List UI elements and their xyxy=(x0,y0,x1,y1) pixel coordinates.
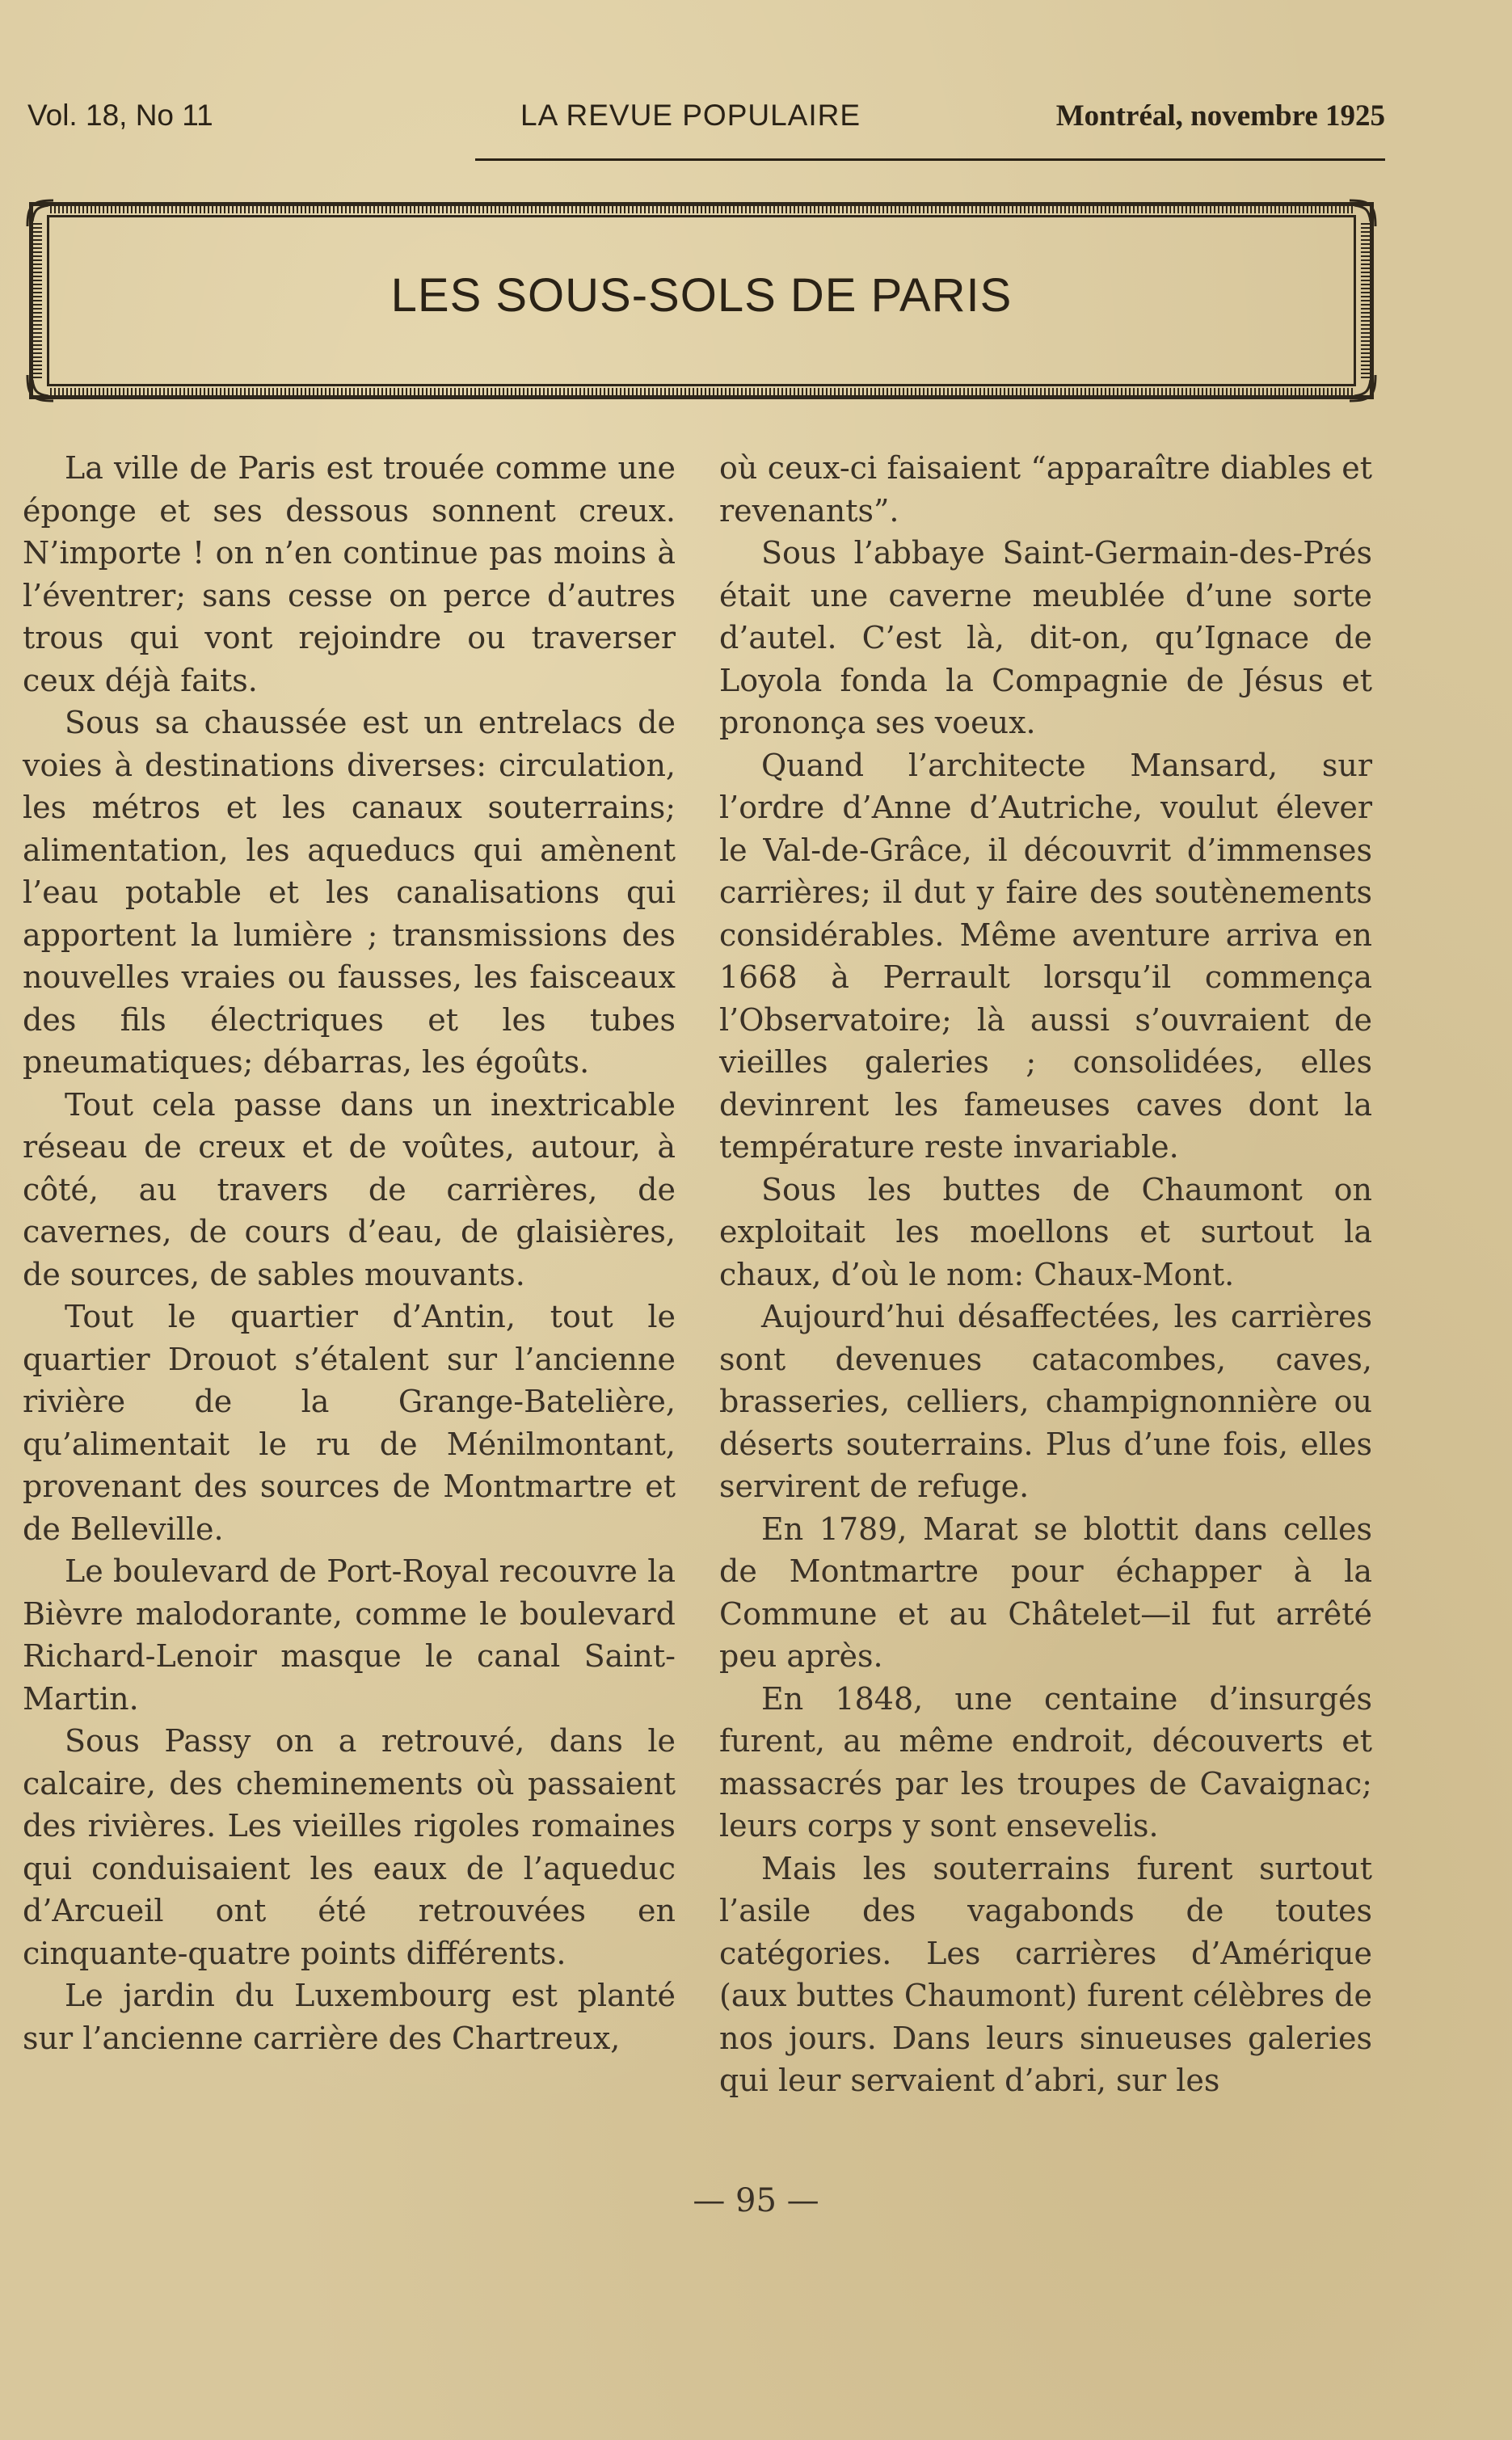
paragraph: Sous sa chaussée est un entrelacs de voies à destinations diverses: circulation, les métros et les canaux souterrains; alimentation, les aqueducs qui amènent l’eau potable et les canalisations qui apportent la lumière ; transmissions des nouvelles vraies ou fausses, les faisceaux des fils électriques et les tubes pneumatiques; débarras, les égoûts. xyxy=(23,705,676,1080)
running-header xyxy=(27,99,1385,147)
header-rule xyxy=(475,158,1385,161)
paragraph: Tout cela passe dans un inextricable réseau de creux et de voûtes, autour, à côté, au travers de carrières, de cavernes, de cours d’eau, de glaisières, de sources, de sables mouvants. xyxy=(23,1086,676,1292)
left-column xyxy=(23,447,676,2059)
article-title: LES SOUS-SOLS DE PARIS xyxy=(390,269,1013,322)
volume-issue: Vol. 18, No 11 xyxy=(27,99,213,132)
paragraph: Le jardin du Luxembourg est planté sur l’ancienne carrière des Chartreux, xyxy=(23,1978,676,2056)
corner-scroll-ornament xyxy=(1346,372,1379,404)
paragraph: Sous l’abbaye Saint-Germain-des-Prés était une caverne meublée d’une sorte d’autel. C’est là, dit-on, qu’Ignace de Loyola fonda la Compagnie de Jésus et prononça ses voeux. xyxy=(719,535,1372,740)
paragraph: La ville de Paris est trouée comme une éponge et ses dessous sonnent creux. N’importe ! on n’en continue pas moins à l’éventrer; sans cesse on perce d’autres trous qui vont rejoindre ou traverser ceux déjà faits. xyxy=(23,450,676,698)
paragraph: Sous Passy on a retrouvé, dans le calcaire, des cheminements où passaient des rivières. Les vieilles rigoles romaines qui conduisaient les eaux de l’aqueduc d’Arcueil ont été retrouvées en cinquante-quatre points différents. xyxy=(23,1723,676,1971)
paragraph: Aujourd’hui désaffectées, les carrières sont devenues catacombes, caves, brasseries, celliers, champignonnière ou déserts souterrains. Plus d’une fois, elles servirent de refuge. xyxy=(719,1299,1372,1504)
paragraph: Mais les souterrains furent surtout l’asile des vagabonds de toutes catégories. Les carrières d’Amérique (aux buttes Chaumont) furent célèbres de nos jours. Dans leurs sinueuses galeries qui leur servaient d’abri, sur les xyxy=(719,1850,1372,2098)
corner-scroll-ornament xyxy=(24,372,57,404)
title-frame xyxy=(29,202,1374,399)
frame-ornament-bottom xyxy=(50,388,1353,396)
right-column xyxy=(719,447,1372,2102)
paragraph-continuation: où ceux-ci faisaient “apparaître diables et revenants”. xyxy=(719,450,1372,529)
paragraph: En 1848, une centaine d’insurgés furent, au même endroit, découverts et massacrés par les troupes de Cavaignac; leurs corps y sont ensevelis. xyxy=(719,1680,1372,1844)
paragraph: Le boulevard de Port-Royal recouvre la Bièvre malodorante, comme le boulevard Richard-Lenoir masque le canal Saint-Martin. xyxy=(23,1553,676,1717)
paragraph: Tout le quartier d’Antin, tout le quartier Drouot s’étalent sur l’ancienne rivière de la Grange-Batelière, qu’alimentait le ru de Ménilmontant, provenant des sources de Montmartre et de Belleville. xyxy=(23,1299,676,1547)
paragraph: Quand l’architecte Mansard, sur l’ordre d’Anne d’Autriche, voulut élever le Val-de-Grâce, il découvrit d’immenses carrières; il dut y faire des soutènements considérables. Même aventure arriva en 1668 à Perrault lorsqu’il commença l’Observatoire; là aussi s’ouvraient de vieilles galeries ; consolidées, elles devinrent les fameuses caves dont la température reste invariable. xyxy=(719,747,1372,1165)
paragraph: En 1789, Marat se blottit dans celles de Montmartre pour échapper à la Commune et au Châtelet—il fut arrêté peu après. xyxy=(719,1511,1372,1674)
corner-scroll-ornament xyxy=(24,197,57,230)
publication-name: LA REVUE POPULAIRE xyxy=(520,99,861,132)
issue-date: Montréal, novembre 1925 xyxy=(1055,99,1385,133)
page-number: — 95 — xyxy=(693,2182,819,2219)
paragraph: Sous les buttes de Chaumont on exploitait les moellons et surtout la chaux, d’où le nom: Chaux-Mont. xyxy=(719,1171,1372,1292)
frame-ornament-top xyxy=(50,205,1353,213)
corner-scroll-ornament xyxy=(1346,197,1379,230)
